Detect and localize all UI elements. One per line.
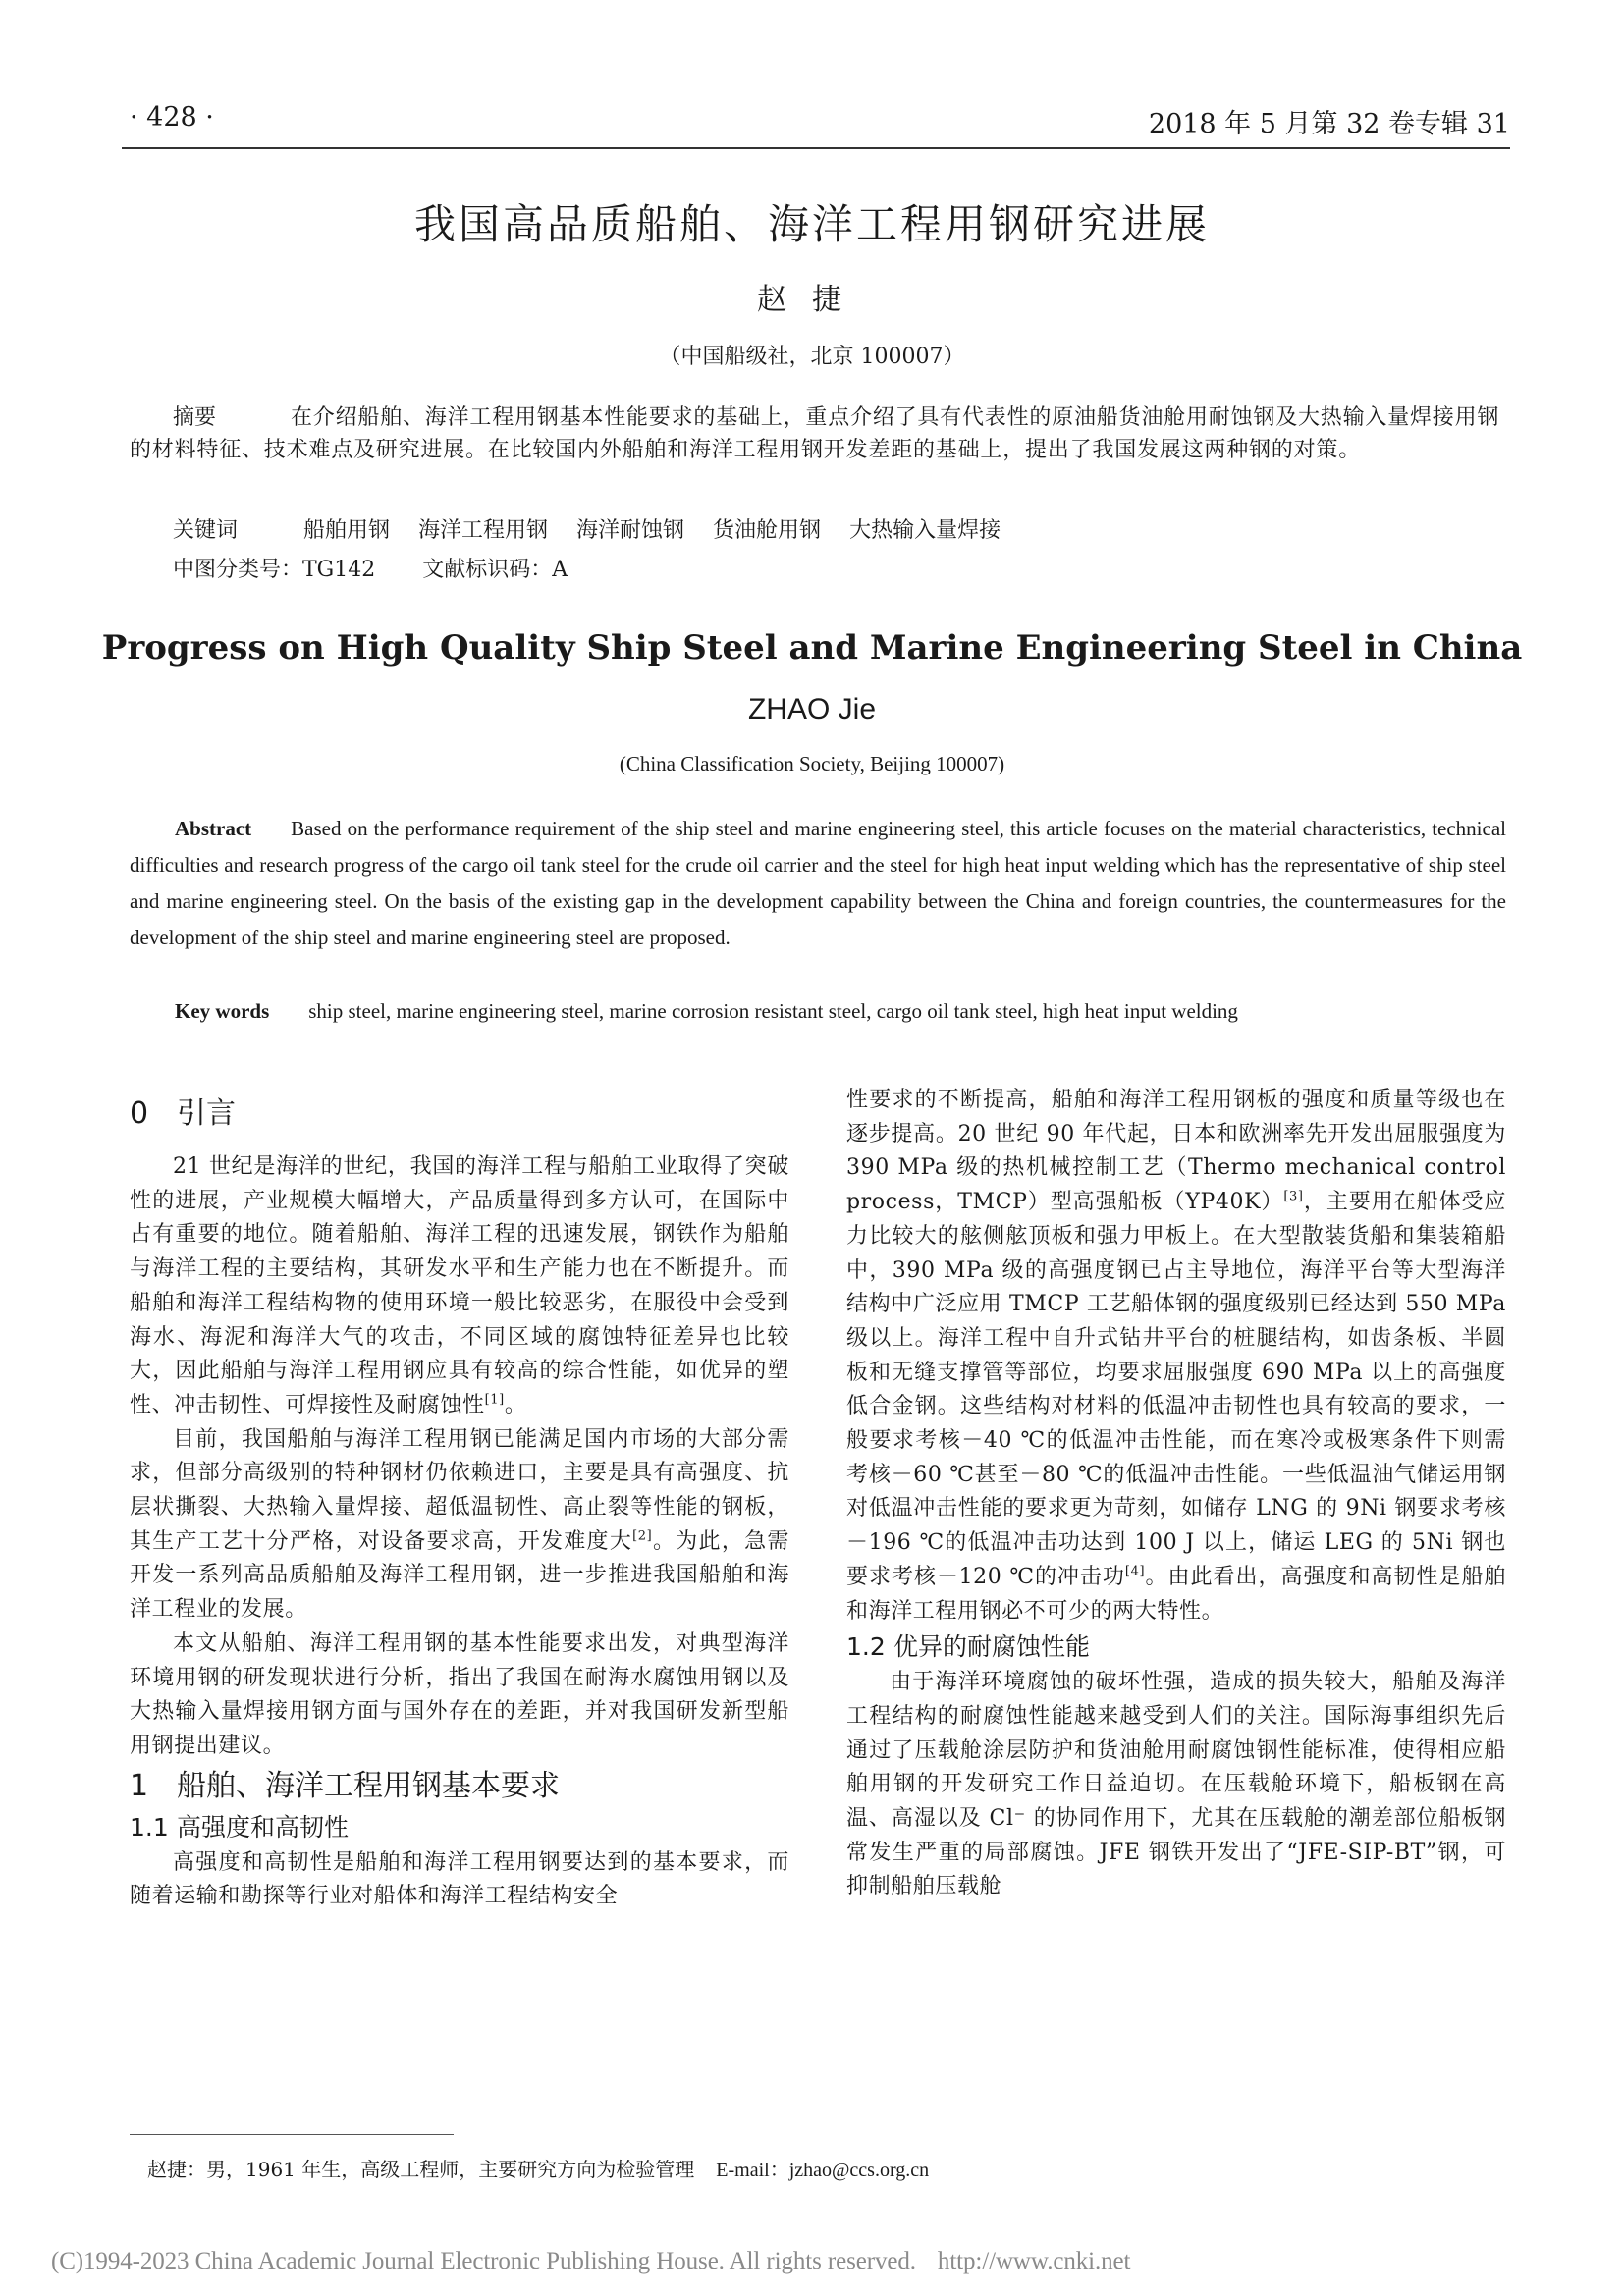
subsection-heading: 1.1 高强度和高韧性 [130,1812,350,1842]
abstract-text-chinese: 在介绍船舶、海洋工程用钢基本性能要求的基础上，重点介绍了具有代表性的原油船货油舱用耐蚀钢及大热输入量焊接用钢的材料特征、技术难点及研究进展。在比较国内外船舶和海洋工程用钢开发差距的基础上，提出了我国发展这两种钢的对策。 [130,405,1500,462]
body-column-right [846,1084,1506,1904]
affiliation-chinese: （中国船级社，北京 100007） [659,345,965,369]
classification-row [173,553,568,583]
abstract-label-english: Abstract [175,817,252,840]
section-heading: 0 引言 [130,1096,236,1131]
footnote-rule [130,2134,454,2135]
subsection-heading: 1.2 优异的耐腐蚀性能 [846,1632,1091,1662]
citation[interactable]: [4] [1124,1564,1146,1579]
author-footnote [147,2154,929,2182]
keywords-label-chinese: 关键词 [173,518,239,543]
paragraph: 目前，我国船舶与海洋工程用钢已能满足国内市场的大部分需求，但部分高级别的特种钢材仍依赖进口，主要是具有高强度、抗层状撕裂、大热输入量焊接、超低温韧性、高止裂等性能的钢板，其生产工艺十分严格，对设备要求高，开发难度大[2]。为此，急需开发一系列高品质船舶及海洋工程用钢，进一步推进我国船舶和海洋工程业的发展。 [130,1426,789,1623]
paragraph: 本文从船舶、海洋工程用钢的基本性能要求出发，对典型海洋环境用钢的研发现状进行分析，指出了我国在耐海水腐蚀用钢以及大热输入量焊接用钢方面与国外存在的差距，并对我国研发新型船用钢提出建议。 [130,1630,789,1758]
keywords-chinese [173,513,1022,544]
citation[interactable]: [3] [1283,1189,1304,1204]
body-column-left [130,1084,789,1914]
abstract-english [130,811,1506,956]
footnote-text: 赵捷：男，1961 年生，高级工程师，主要研究方向为检验管理 [147,2158,695,2181]
keywords-label-english: Key words [175,999,270,1023]
paragraph: 性要求的不断提高，船舶和海洋工程用钢板的强度和质量等级也在逐步提高。20 世纪 90 年代起，日本和欧洲率先开发出屈服强度为 390 MPa 级的热机械控制工艺（Thermo mechanical control process，TMCP）型高强船板（YP40K）[3]，主要用在船体受应力比较大的舷侧舷顶板和强力甲板上。在大型散装货船和集装箱船中，390 MPa 级的高强度钢已占主导地位，海洋平台等大型海洋结构中广泛应用 TMCP 工艺船体钢的强度级别已经达到 550 MPa 级以上。海洋工程中自升式钻井平台的桩腿结构，如齿条板、半圆板和无缝支撑管等部位，均要求屈服强度 690 MPa 以上的高强度低合金钢。这些结构对材料的低温冲击韧性也具有较高的要求，一般要求考核－40 ℃的低温冲击性能，而在寒冷或极寒条件下则需考核－60 ℃甚至－80 ℃的低温冲击性能。一些低温油气储运用钢对低温冲击性能的要求更为苛刻，如储存 LNG 的 9Ni 钢要求考核－196 ℃的低温冲击功达到 100 J 以上，储运 LEG 的 5Ni 钢也要求考核－120 ℃的冲击功[4]。由此看出，高强度和高韧性是船舶和海洋工程用钢必不可少的两大特性。 [846,1088,1507,1624]
title-chinese: 我国高品质船舶、海洋工程用钢研究进展 [413,200,1210,248]
paragraph: 高强度和高韧性是船舶和海洋工程用钢要达到的基本要求，而随着运输和勘探等行业对船体和海洋工程结构安全 [130,1849,789,1909]
keyword-item: 大热输入量焊接 [849,518,1001,543]
citation[interactable]: [1] [484,1392,505,1408]
page-number: · 428 · [130,102,214,133]
paragraph: 由于海洋环境腐蚀的破坏性强，造成的损失较大，船舶及海洋工程结构的耐腐蚀性能越来越受到人们的关注。国际海事组织先后通过了压载舱涂层防护和货油舱用耐腐蚀钢性能标准，使得相应船舶用钢的开发研究工作日益迫切。在压载舱环境下，船板钢在高温、高湿以及 Cl⁻ 的协同作用下，尤其在压载舱的潮差部位船板钢常发生严重的局部腐蚀。JFE 钢铁开发出了“JFE-SIP-BT”钢，可抑制船舶压载舱 [846,1670,1506,1899]
abstract-text-english: Based on the performance requirement of the ship steel and marine engineering steel, this article focuses on the material characteristics, technical difficulties and research progress of the cargo oil tank steel for the crude oil carrier and the steel for high heat input welding which has the representative of ship steel and marine engineering steel. On the basis of the existing gap in the development capability between the China and foreign countries, the countermeasures for the development of the ship steel and marine engineering steel are proposed. [130,817,1506,949]
section-heading: 1 船舶、海洋工程用钢基本要求 [130,1768,560,1803]
keywords-english [175,999,1510,1024]
author-chinese: 赵捷 [757,283,867,317]
header-rule [122,147,1510,149]
email-link[interactable]: E-mail：jzhao@ccs.org.cn [716,2160,930,2181]
copyright-text: (C)1994-2023 China Academic Journal Electronic Publishing House. All rights reserved. [51,2248,916,2274]
citation[interactable]: [2] [632,1528,653,1544]
author-english: ZHAO Jie [747,693,877,725]
keyword-item: 海洋工程用钢 [418,518,549,543]
cnki-link[interactable]: http://www.cnki.net [937,2248,1131,2274]
copyright-line [51,2248,1130,2275]
abstract-label-chinese: 摘要 [173,405,217,430]
keyword-item: 货油舱用钢 [713,518,822,543]
paragraph: 21 世纪是海洋的世纪，我国的海洋工程与船舶工业取得了突破性的进展，产业规模大幅增大，产品质量得到多方认可，在国际中占有重要的地位。随着船舶、海洋工程的迅速发展，钢铁作为船舶与海洋工程的主要结构，其研发水平和生产能力也在不断提升。而船舶和海洋工程结构物的使用环境一般比较恶劣，在服役中会受到海水、海泥和海洋大气的攻击，不同区域的腐蚀特征差异也比较大，因此船舶与海洋工程用钢应具有较高的综合性能，如优异的塑性、冲击韧性、可焊接性及耐腐蚀性[1]。 [130,1154,789,1417]
title-english: Progress on High Quality Ship Steel and Marine Engineering Steel in China [101,628,1523,667]
clc-number: 中图分类号：TG142 [173,558,376,582]
keyword-item: 船舶用钢 [303,518,391,543]
affiliation-english: (China Classification Society, Beijing 100007) [619,752,1005,775]
document-code: 文献标识码：A [422,558,568,582]
issue-info: 2018 年 5 月第 32 卷专辑 31 [1148,109,1510,139]
abstract-chinese [130,401,1506,466]
keywords-text-english: ship steel, marine engineering steel, marine corrosion resistant steel, cargo oil tank steel, high heat input welding [308,999,1238,1023]
keyword-item: 海洋耐蚀钢 [576,518,685,543]
